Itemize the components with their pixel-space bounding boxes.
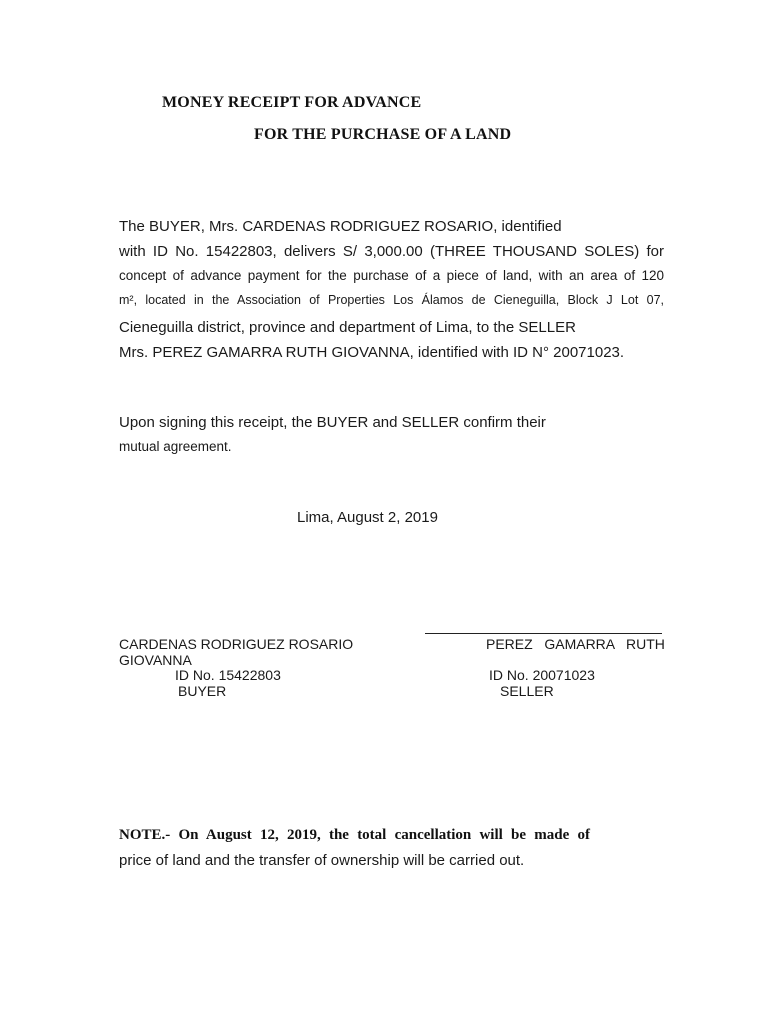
buyer-role: BUYER (178, 683, 227, 699)
seller-id: ID No. 20071023 (489, 667, 595, 683)
paragraph-1-line-6: Mrs. PEREZ GAMARRA RUTH GIOVANNA, identified with ID N° 20071023. (119, 344, 625, 361)
paragraph-1-line-3: concept of advance payment for the purchase of a piece of land, with an area of 120 (119, 268, 664, 283)
paragraph-1-line-5: Cieneguilla district, province and department of Lima, to the SELLER (119, 319, 576, 336)
note-line-1: NOTE.- On August 12, 2019, the total cancellation will be made of (119, 827, 590, 843)
seller-signature-line (425, 633, 662, 634)
title-line-2: FOR THE PURCHASE OF A LAND (254, 126, 512, 143)
seller-role: SELLER (500, 683, 554, 699)
title-line-1: MONEY RECEIPT FOR ADVANCE (162, 94, 422, 111)
buyer-id: ID No. 15422803 (175, 667, 281, 683)
paragraph-1-line-2: with ID No. 15422803, delivers S/ 3,000.00 (THREE THOUSAND SOLES) for (119, 243, 664, 260)
note-line-2: price of land and the transfer of ownership will be carried out. (119, 852, 525, 869)
seller-name: PEREZ GAMARRA RUTH (486, 636, 665, 652)
date-line: Lima, August 2, 2019 (297, 509, 438, 526)
paragraph-2-line-1: Upon signing this receipt, the BUYER and SELLER confirm their (119, 414, 546, 431)
buyer-name: CARDENAS RODRIGUEZ ROSARIO (119, 636, 354, 652)
paragraph-1-line-1: The BUYER, Mrs. CARDENAS RODRIGUEZ ROSARIO, identified (119, 218, 562, 235)
buyer-name-continuation: GIOVANNA (119, 652, 192, 668)
paragraph-1-line-4: m², located in the Association of Properties Los Álamos de Cieneguilla, Block J Lot 07, (119, 293, 664, 307)
paragraph-2-line-2: mutual agreement. (119, 439, 232, 454)
